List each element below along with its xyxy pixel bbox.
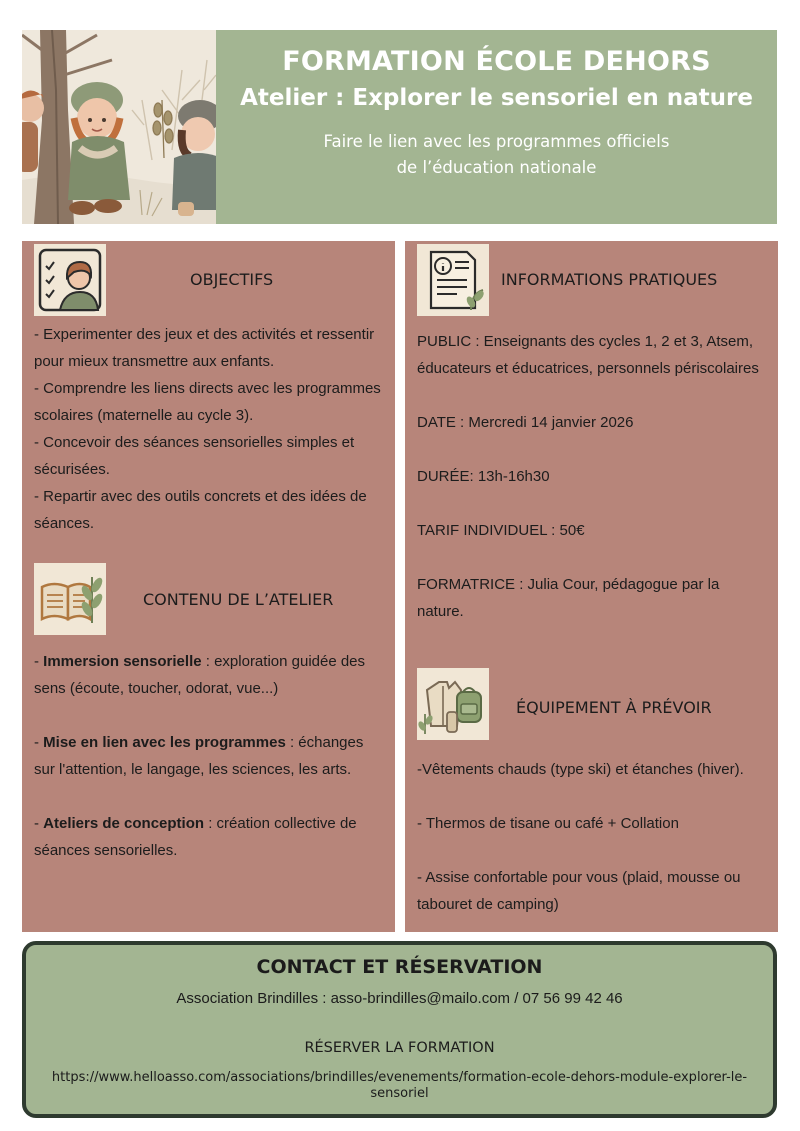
header-illustration	[22, 30, 216, 224]
contact-box	[22, 941, 777, 1118]
item-bold-label: Ateliers de conception	[43, 815, 205, 832]
header-banner	[216, 30, 777, 224]
reservation-link[interactable]: https://www.helloasso.com/associations/brindilles/evenements/formation-ecole-dehors-module-explorer-le-sensoriel	[51, 1070, 748, 1101]
info-formatrice: FORMATRICE : Julia Cour, pédagogue par la nature.	[417, 576, 720, 620]
left-panel	[22, 241, 395, 932]
item-text: : exploration guidée des sens (écoute, toucher, odorat, vue...)	[34, 653, 366, 697]
list-item: - Concevoir des séances sensorielles simples et sécurisées.	[34, 434, 355, 478]
list-item: - Comprendre les liens directs avec les programmes scolaires (maternelle au cycle 3).	[34, 380, 381, 424]
tagline-line-2: de l’éducation nationale	[396, 158, 597, 177]
info-duree: DURÉE: 13h-16h30	[417, 468, 550, 485]
list-item: - Repartir avec des outils concrets et des idées de séances.	[34, 488, 367, 532]
objectifs-title: OBJECTIFS	[190, 270, 274, 289]
item-text: : échanges sur l'attention, le langage, les sciences, les arts.	[34, 734, 364, 778]
page-title: FORMATION ÉCOLE DEHORS	[282, 46, 711, 77]
contact-title: CONTACT ET RÉSERVATION	[256, 956, 543, 978]
item-bold-label: Immersion sensorielle	[43, 653, 202, 670]
equipement-title: ÉQUIPEMENT À PRÉVOIR	[516, 698, 712, 717]
right-panel	[405, 241, 778, 932]
info-document-icon	[417, 244, 489, 316]
children-nature-illustration	[22, 30, 216, 224]
contenu-list	[34, 648, 384, 864]
item-bold-label: Mise en lien avec les programmes	[43, 734, 286, 751]
infos-title: INFORMATIONS PRATIQUES	[501, 270, 718, 289]
list-item: - Ateliers de conception : création collective de séances sensorielles.	[34, 815, 357, 859]
tagline-line-1: Faire le lien avec les programmes officiels	[323, 132, 670, 151]
contenu-title: CONTENU DE L’ATELIER	[143, 590, 334, 609]
item-text: : création collective de séances sensorielles.	[34, 815, 357, 859]
info-public: PUBLIC : Enseignants des cycles 1, 2 et 3, Atsem, éducateurs et éducatrices, personnels périscolaires	[417, 333, 759, 377]
list-item: -Vêtements chauds (type ski) et étanches (hiver).	[417, 761, 744, 778]
info-date: DATE : Mercredi 14 janvier 2026	[417, 414, 634, 431]
list-item: - Thermos de tisane ou café + Collation	[417, 815, 679, 832]
checklist-person-icon	[34, 244, 106, 316]
list-item: - Mise en lien avec les programmes : échanges sur l'attention, le langage, les sciences, les arts.	[34, 734, 364, 778]
info-tarif: TARIF INDIVIDUEL : 50€	[417, 522, 585, 539]
book-leaf-icon	[34, 563, 106, 635]
header-tagline	[216, 129, 777, 181]
page-subtitle: Atelier : Explorer le sensoriel en nature	[240, 85, 753, 111]
reserve-label: RÉSERVER LA FORMATION	[304, 1040, 495, 1056]
infos-list	[417, 328, 769, 625]
list-item: - Experimenter des jeux et des activités et ressentir pour mieux transmettre aux enfants.	[34, 326, 375, 370]
jacket-backpack-icon	[417, 668, 489, 740]
contact-line: Association Brindilles : asso-brindilles@mailo.com / 07 56 99 42 46	[176, 990, 623, 1007]
equipement-list	[417, 756, 773, 918]
list-item: - Immersion sensorielle : exploration guidée des sens (écoute, toucher, odorat, vue...)	[34, 653, 366, 697]
list-item: - Assise confortable pour vous (plaid, mousse ou tabouret de camping)	[417, 869, 741, 913]
objectifs-list	[34, 321, 384, 537]
